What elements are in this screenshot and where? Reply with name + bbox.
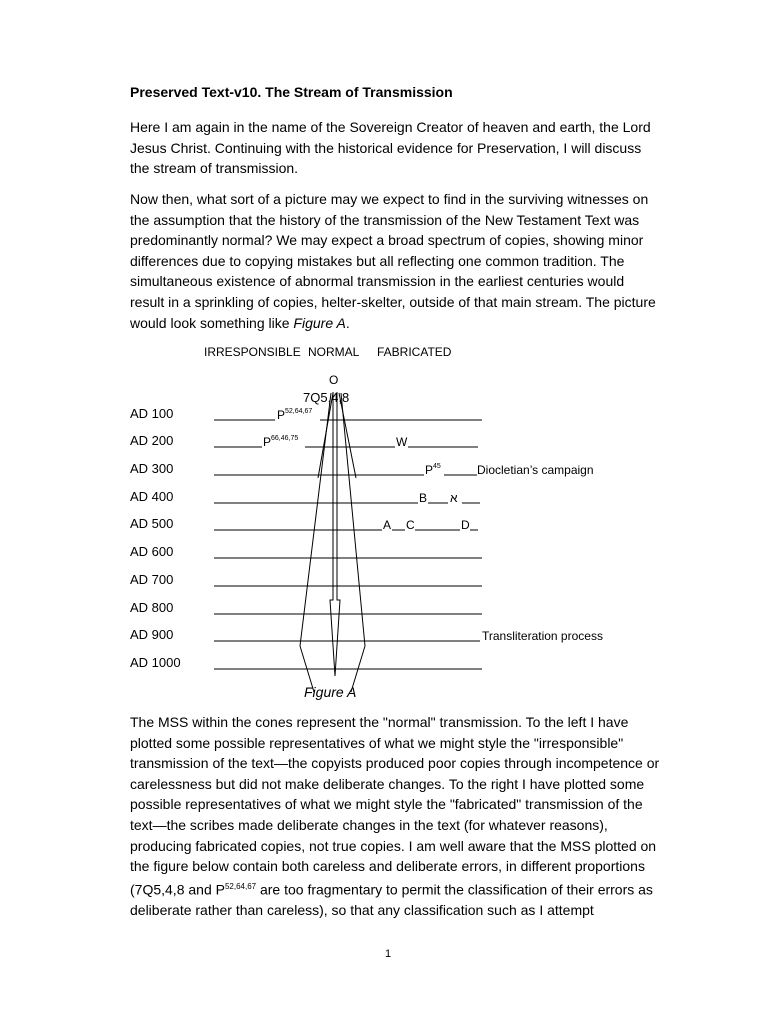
marker-p66: P$^{66,46,75}$ xyxy=(263,435,299,449)
row-label-ad600: AD 600 xyxy=(130,544,174,559)
marker-c: C xyxy=(406,518,415,532)
marker-p52: P$^{52,64,67}$ xyxy=(277,408,313,422)
document-title: Preserved Text-v10. The Stream of Transmission xyxy=(130,84,453,100)
paragraph-cones xyxy=(130,712,660,921)
row-label-ad300: AD 300 xyxy=(130,461,174,476)
annotation-transliteration: Transliteration process xyxy=(482,629,603,643)
marker-p45: $P^{45}$ xyxy=(425,463,441,477)
header-normal: NORMAL xyxy=(308,345,360,359)
page-number: 1 xyxy=(385,948,392,960)
paragraph-cones-text-b: are too fragmentary to permit the classification of their errors as deliberate rather than careless), so that any classification such as I attempt xyxy=(130,881,653,918)
row-label-ad200: AD 200 xyxy=(130,433,174,448)
marker-w: W xyxy=(396,435,408,449)
paragraph-cones-text-a: The MSS within the cones represent the "normal" transmission. To the left I have plotted some possible representatives of what we might style the "irresponsible" transmission of the text—the copyists produced poor copies through incompetence or carelessness but did not make deliberate changes. To the right I have plotted some possible representatives of what we might style the "fabricated" transmission of the text—the scribes made deliberate changes in the text (for whatever reasons), producing fabricated copies, not true copies. I am well aware that the MSS plotted on the figure below contain both careless and deliberate errors, in different proportions (7Q5,4,8 and P xyxy=(130,714,660,898)
transmission-cones xyxy=(300,392,365,692)
row-lines xyxy=(214,420,482,669)
cone-inner-right xyxy=(339,393,356,478)
cone-inner-left xyxy=(318,393,333,478)
figure-caption: Figure A xyxy=(304,684,357,700)
row-label-ad700: AD 700 xyxy=(130,572,174,587)
top-label-7q5: 7Q5,4,8 xyxy=(303,390,350,405)
row-label-ad800: AD 800 xyxy=(130,600,174,615)
central-arrow xyxy=(330,392,340,676)
paragraph-picture xyxy=(130,189,660,333)
marker-aleph: א xyxy=(450,491,458,505)
cone-outer-left xyxy=(300,393,331,692)
header-fabricated: FABRICATED xyxy=(377,345,452,359)
paragraph-cones-sup: 52,64,67 xyxy=(224,881,257,891)
origin-label: O xyxy=(329,373,339,387)
row-label-ad1000: AD 1000 xyxy=(130,655,181,670)
header-irresponsible: IRRESPONSIBLE xyxy=(204,345,301,359)
row-label-ad900: AD 900 xyxy=(130,627,174,642)
paragraph-intro: Here I am again in the name of the Sovereign Creator of heaven and earth, the Lord Jesus Christ. Continuing with the historical evidence for Preservation, I will discuss the stream of transmission. xyxy=(130,119,651,177)
marker-a: A xyxy=(383,518,392,532)
marker-b: B xyxy=(419,491,428,505)
marker-d: D xyxy=(461,518,470,532)
paragraph-picture-text: Now then, what sort of a picture may we expect to find in the surviving witnesses on the assumption that the history of the transmission of the New Testament Text was predominantly normal? We may expect a broad spectrum of copies, showing minor differences due to copying mistakes but all reflecting one common tradition. The simultaneous existence of abnormal transmission in the earliest centuries would result in a sprinkling of copies, helter-skelter, outside of that main stream. The picture would look something like xyxy=(130,191,656,331)
cone-outer-right xyxy=(341,393,365,692)
row-label-ad500: AD 500 xyxy=(130,516,174,531)
paragraph-picture-end: . xyxy=(345,314,350,331)
row-label-ad100: AD 100 xyxy=(130,406,174,421)
figure-reference: Figure A xyxy=(293,314,346,331)
annotation-diocletian: Diocletian’s campaign xyxy=(477,463,594,477)
row-label-ad400: AD 400 xyxy=(130,489,174,504)
